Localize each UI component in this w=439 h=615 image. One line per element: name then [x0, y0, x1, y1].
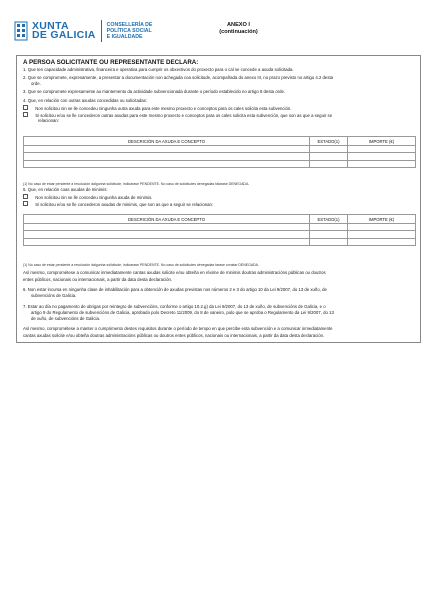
- item5-option-none[interactable]: [23, 194, 152, 200]
- logo-xunta-text: XUNTA: [32, 20, 69, 32]
- item4-option-yes-label-cont: relacionan:: [38, 118, 60, 123]
- item4-option-yes-label: Si solicitou e/ou se lle concederon outras axudas para este mesmo proxecto e conceptos para os cales solicita esta subvención, que son as que a seguir se: [35, 112, 333, 118]
- declaration-section: [16, 55, 421, 343]
- footnote-1: (1) No caso de estar pendente a resolución dalgunha solicitude, indicarase PENDENTE. No caso de solicitudes denegadas falarase DENEGADA.: [23, 182, 250, 186]
- consellaria-line-1: CONSELLERÍA DE: [106, 21, 153, 28]
- paragraph-1-line-2: entes públicos, nacionais ou internacionais, a partir da data desta declaración.: [23, 277, 173, 282]
- consellaria-line-2: POLÍTICA SOCIAL: [106, 27, 152, 34]
- item4-option-yes[interactable]: [23, 112, 332, 118]
- annex-title: ANEXO I: [226, 22, 250, 28]
- table-row[interactable]: [24, 153, 416, 160]
- col-status: ESTADO(1): [310, 137, 348, 146]
- checkbox[interactable]: [23, 194, 28, 199]
- section-title: A PERSOA SOLICITANTE OU REPRESENTANTE DECLARA:: [23, 59, 199, 66]
- declaration-item-1: 1. Que ten capacidade administrativa, financeira e operativa para cumprir os obxectivos do proxecto para o cal se concede a axuda solicitada.: [23, 67, 294, 72]
- annex-heading: [0, 22, 439, 36]
- consellaria-line-3: E IGUALDADE: [106, 34, 143, 41]
- item4-option-none-label: Non solicitou nin se lle concedeu ningunha outra axuda para este mesmo proxecto e conceptos para os cales solicita esta subvención.: [35, 105, 292, 111]
- checkbox[interactable]: [23, 112, 28, 117]
- minimis-aids-table: [23, 214, 416, 246]
- declaration-item-7-line-3: de xuño, de subvencións de Galicia.: [31, 316, 101, 321]
- paragraph-1-line-1: Así mesmo, comprométese a comunicar inmediatamente cantas axudas solicite e/ou obteña en réxime de minimis doutras administracións públicas ou doutros: [23, 270, 326, 275]
- declaration-item-7-line-1: 7. Estar ao día no pagamento de obrigas por reintegro de subvencións, conforme o artigo 10.2.g) da Lei 9/2007, do 13 de xuño, de subvencións de Galicia, e o: [23, 304, 326, 309]
- footnote-2: (1) No caso de estar pendente a resolución dalgunha solicitude, indicarase PENDENTE. No caso de solicitudes denegadas farase constar DENEGADA.: [23, 263, 259, 267]
- declaration-item-3: 3. Que se compromete expresamente ao mantemento da actividade subvencionada durante o período establecido no artigo 8 desta orde.: [23, 89, 286, 94]
- declaration-item-2-line-1: 2. Que se compromete, expresamente, a presentar a documentación non achegada coa solicitude, acompañada do anexo III, no prazo previsto no artigo 4.2 desta: [23, 75, 334, 80]
- paragraph-2-line-2: cantas axudas solicite e/ou obteña doutras administracións públicas ou doutros entes públicos, nacionais ou internacionais, a partir da data desta declaración.: [23, 333, 325, 338]
- declaration-item-5: 5. Que, en relación coas axudas de minimis:: [23, 187, 108, 192]
- checkbox[interactable]: [23, 105, 28, 110]
- declaration-item-6-line-1: 6. Non estar incursa en ningunha clase de inhabilitación para a obtención de axudas previstas nos números 2 e 3 do artigo 10 da Lei 9/2007, do 13 de xuño, de: [23, 287, 327, 292]
- item5-option-yes[interactable]: [23, 201, 213, 207]
- col-description: DESCRICIÓN DA AXUDA E CONCEPTO: [24, 137, 310, 146]
- annex-subtitle: (continuación): [219, 29, 258, 35]
- item5-option-none-label: Non solicitou nin se lle concedeu ningunha axuda de minimis.: [35, 194, 153, 200]
- declaration-item-4: 4. Que, en relación con outras axudas concedidas ou solicitadas:: [23, 98, 147, 103]
- item4-option-none[interactable]: [23, 105, 291, 111]
- item5-option-yes-label: Si solicitou e/ou se lle concederon axudas de minimis, que son as que a seguir se relacionan:: [35, 201, 214, 207]
- col-description: DESCRICIÓN DA AXUDA E CONCEPTO: [24, 215, 310, 224]
- table-row[interactable]: [24, 231, 416, 238]
- declaration-item-6-line-2: subvencións de Galicia.: [31, 293, 77, 298]
- table-row[interactable]: [24, 224, 416, 231]
- declaration-item-2-line-2: orde.: [31, 81, 41, 86]
- checkbox[interactable]: [23, 201, 28, 206]
- table-row[interactable]: [24, 238, 416, 245]
- logo-galicia-text: DE GALICIA: [32, 29, 96, 41]
- table-row[interactable]: [24, 146, 416, 153]
- col-amount: IMPORTE (€): [348, 215, 416, 224]
- col-status: ESTADO(1): [310, 215, 348, 224]
- declaration-item-7-line-2: artigo 9 do Regulamento de subvencións de Galicia, aprobado polo Decreto 11/2009, do 8 de xaneiro, polo que se aproba o Regulamento da Lei 9/2007, do 13: [31, 310, 334, 315]
- table-row[interactable]: [24, 160, 416, 167]
- paragraph-2-line-1: Así mesmo, comprométese a manter o cumprimento destes requisitos durante o período de tempo en que percibe esta subvención e a comunicar inmediatamente: [23, 326, 333, 331]
- col-amount: IMPORTE (€): [348, 137, 416, 146]
- other-aids-table: [23, 136, 416, 168]
